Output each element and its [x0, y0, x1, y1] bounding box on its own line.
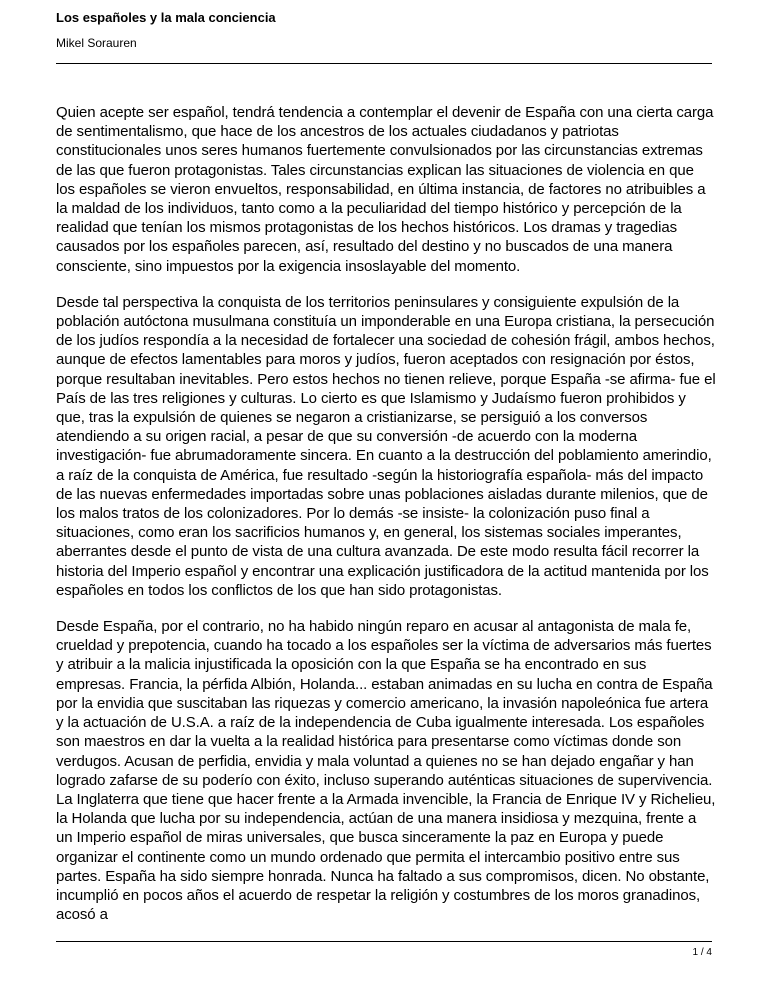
body-paragraph-2: Desde tal perspectiva la conquista de los territorios peninsulares y consiguiente expulsión de la población autóctona musulmana constituía un imponderable en una Europa cristiana, la persecución de los judíos respondía a la necesidad de fortalecer una sociedad de cohesión frágil, ambos hechos, aunque de efectos lamentables para moros y judíos, fueron aceptados con resignación por éstos, porque resultaban inevitables. Pero estos hechos no tienen relieve, porque España -se afirma- fue el País de las tres religiones y culturas. Lo cierto es que Islamismo y Judaísmo fueron prohibidos y que, tras la expulsión de quienes se negaron a cristianizarse, se persiguió a los conversos atendiendo a su origen racial, a pesar de que su conversión -de acuerdo con la moderna investigación- fue abrumadoramente sincera. En cuanto a la destrucción del poblamiento amerindio, a raíz de la conquista de América, fue resultado -según la historiografía española- más del impacto de las nuevas enfermedades importadas sobre unas poblaciones aisladas durante milenios, que de los malos tratos de los colonizadores. Por lo demás -se insiste- la colonización puso final a situaciones, como eran los sacrificios humanos y, en general, los sistemas sociales imperantes, aberrantes desde el punto de vista de una cultura avanzada. De este modo resulta fácil recorrer la historia del Imperio español y encontrar una explicación justificadora de la actitud mantenida por los españoles en todos los conflictos de los que han sido protagonistas.	[56, 293, 716, 599]
body-paragraph-3: Desde España, por el contrario, no ha habido ningún reparo en acusar al antagonista de mala fe, crueldad y prepotencia, cuando ha tocado a los españoles ser la víctima de adversarios más fuertes y atribuir a la malicia injustificada la oposición con la que España se ha encontrado en sus empresas. Francia, la pérfida Albión, Holanda... estaban animadas en su lucha en contra de España por la envidia que suscitaban las riquezas y comercio americano, la invasión napoleónica fue artera y la actuación de U.S.A. a raíz de la independencia de Cuba igualmente interesada. Los españoles son maestros en dar la vuelta a la realidad histórica para presentarse como víctimas donde son verdugos. Acusan de perfidia, envidia y mala voluntad a quienes no se han dejado engañar y han logrado zafarse de su poderío con éxito, incluso superando auténticas situaciones de supervivencia. La Inglaterra que tiene que hacer frente a la Armada invencible, la Francia de Enrique IV y Richelieu, la Holanda que lucha por su independencia, actúan de una manera insidiosa y mezquina, frente a un Imperio español de miras universales, que busca sinceramente la paz en Europa y puede organizar el continente como un mundo ordenado que permita el intercambio positivo entre sus partes. España ha sido siempre honrada. Nunca ha faltado a sus compromisos, dicen. No obstante, incumplió en pocos años el acuerdo de respetar la religión y costumbres de los moros granadinos, acosó a	[56, 618, 716, 924]
footer-divider	[56, 941, 712, 942]
document-body	[56, 103, 716, 941]
page-header	[56, 10, 712, 51]
document-title: Los españoles y la mala conciencia	[56, 10, 276, 25]
body-paragraph-1: Quien acepte ser español, tendrá tendencia a contemplar el devenir de España con una cierta carga de sentimentalismo, que hace de los ancestros de los actuales ciudadanos y patriotas constitucionales unos seres humanos fuertemente convulsionados por las circunstancias extremas de las que fueron protagonistas. Tales circunstancias explican las situaciones de violencia en que los españoles se vieron envueltos, responsabilidad, en última instancia, de factores no atribuibles a la maldad de los individuos, tanto como a la peculiaridad del tiempo histórico y percepción de la realidad que tenían los mismos protagonistas de los hechos históricos. Los dramas y tragedias causados por los españoles parecen, así, resultado del destino y no buscados de una manera consciente, sino impuestos por la exigencia insoslayable del momento.	[56, 104, 714, 275]
document-author: Mikel Sorauren	[56, 36, 137, 50]
page-number: 1 / 4	[692, 947, 712, 958]
header-divider	[56, 63, 712, 64]
